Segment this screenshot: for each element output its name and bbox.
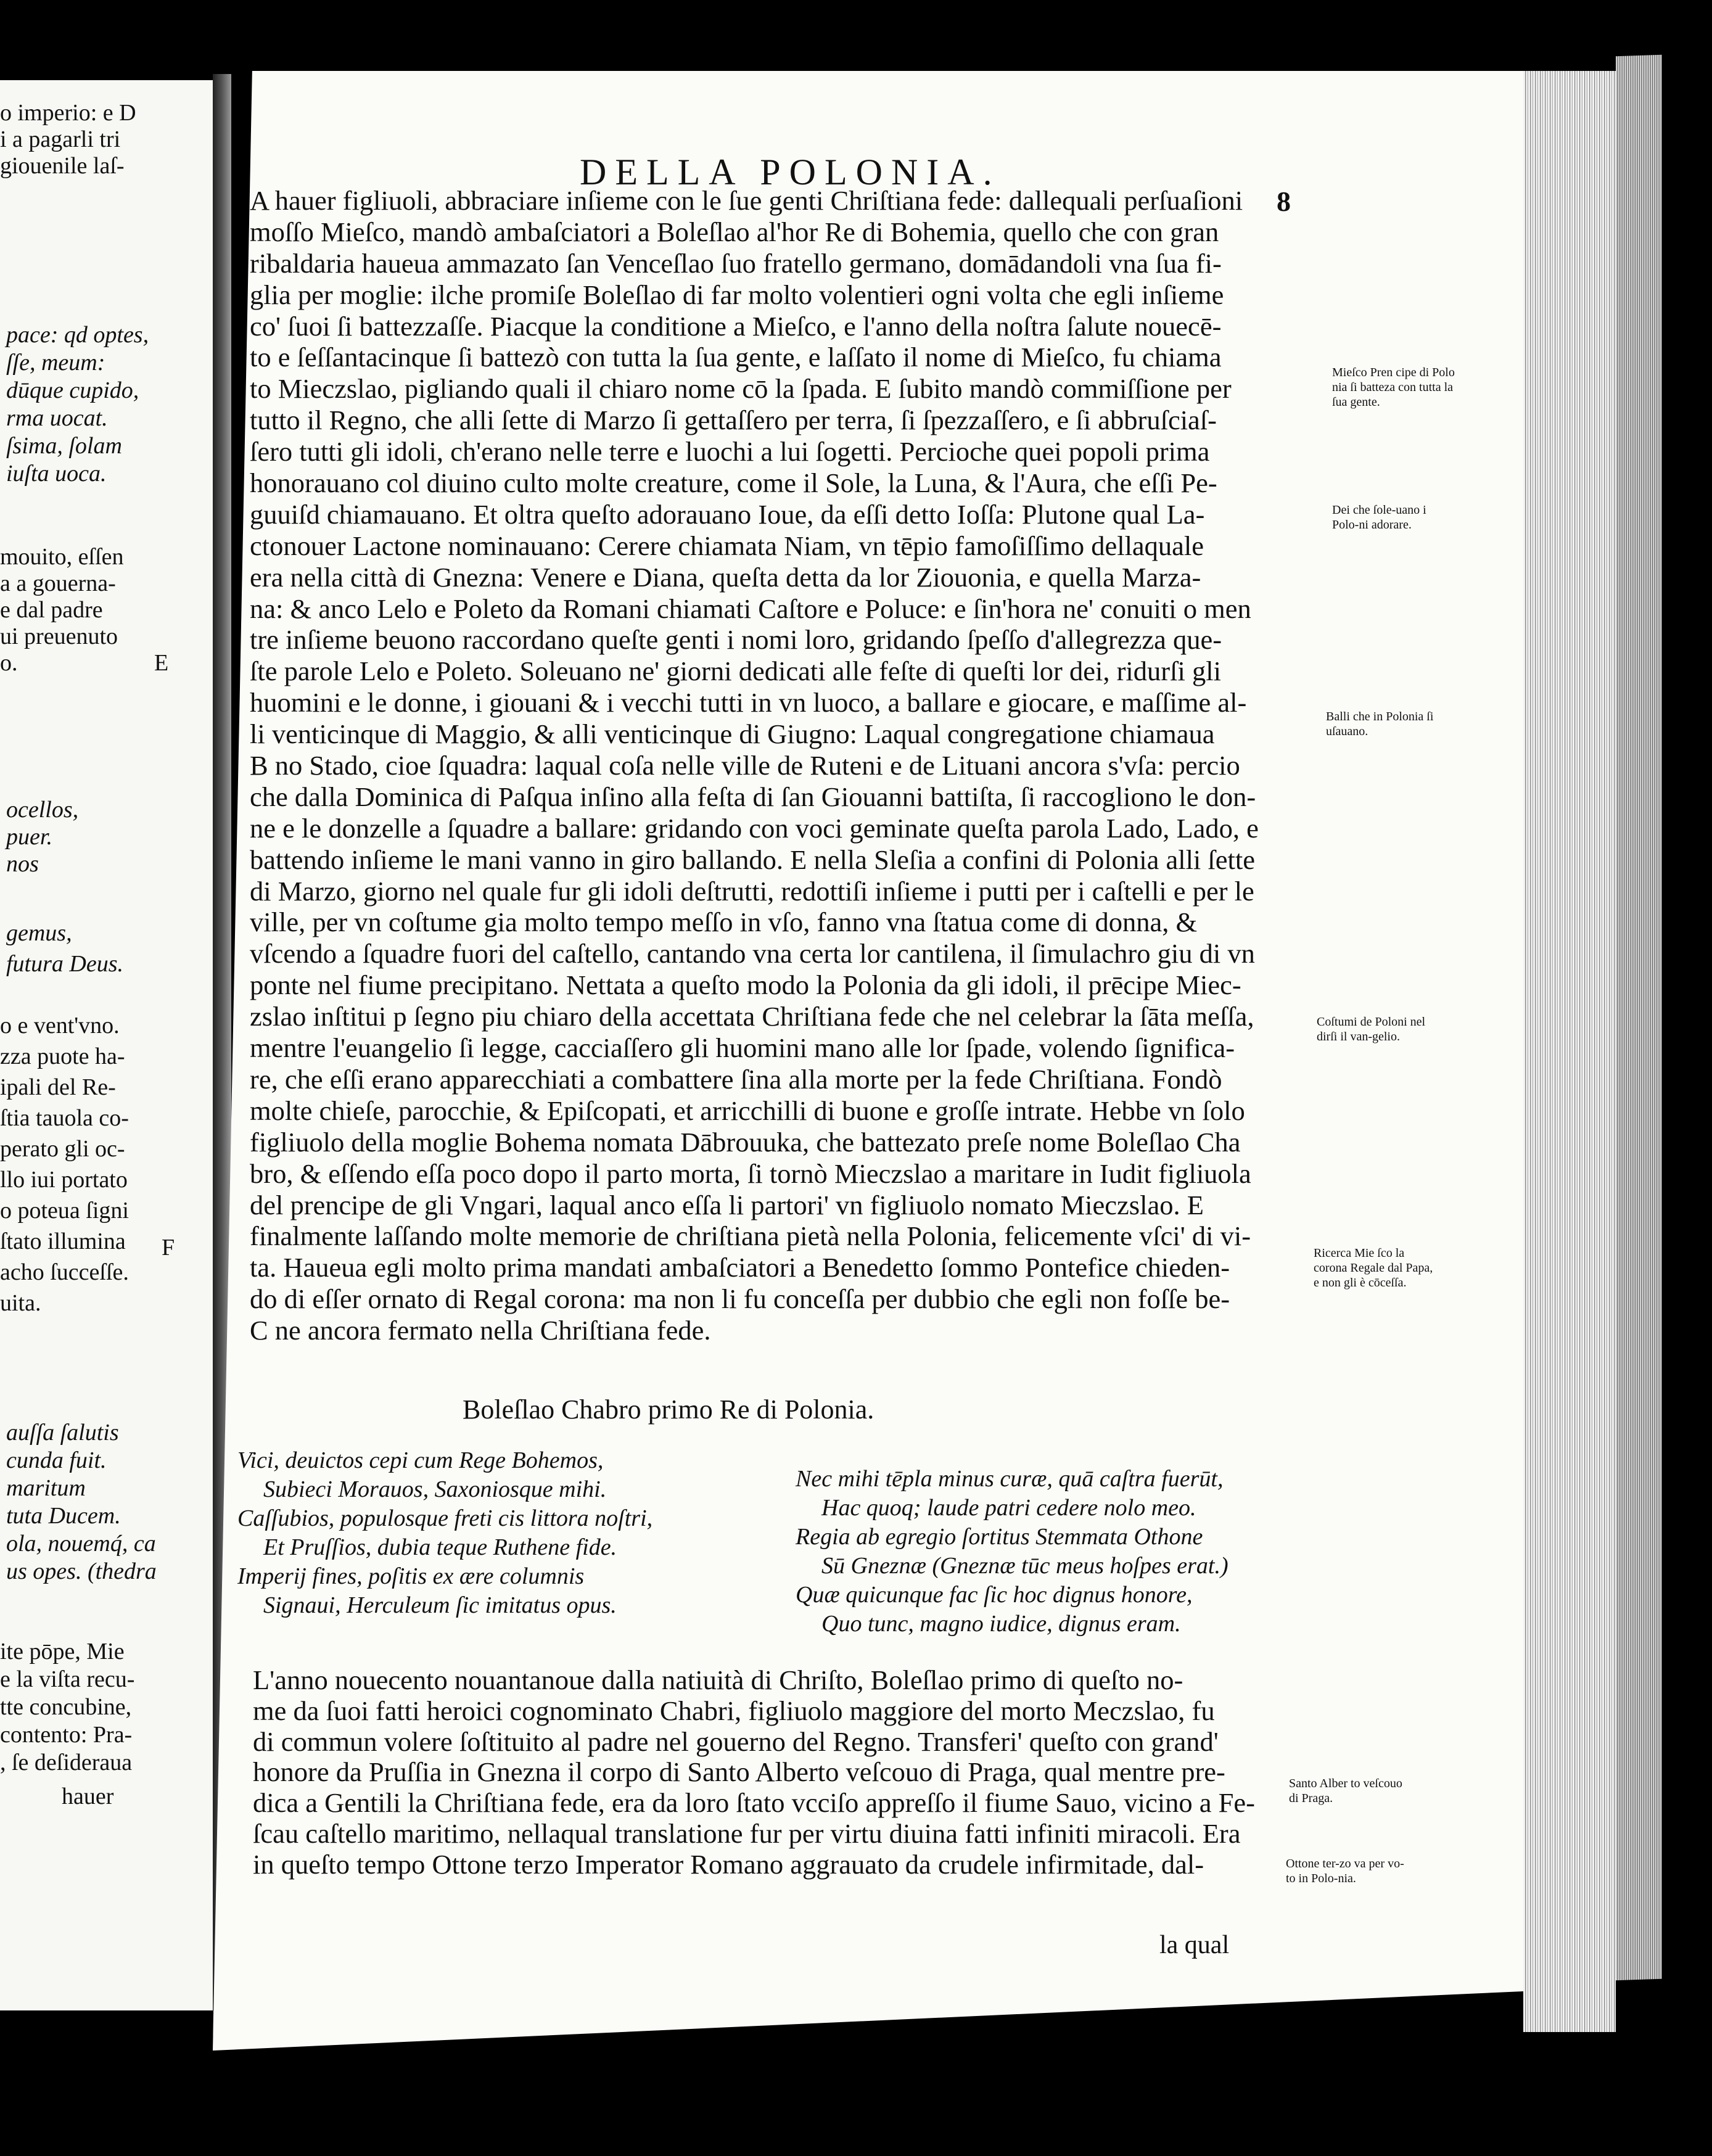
- left-page-fragment: gemus,: [6, 920, 72, 946]
- margin-note: Ricerca Mie ſco la corona Regale dal Papa, e non gli è cōceſſa.: [1314, 1246, 1433, 1290]
- left-page-fragment: perato gli oc-: [0, 1136, 125, 1162]
- text-line: molte chieſe, parocchie, & Epiſcopati, et arricchilli di buone e groſſe intrate. Hebbe vn ſolo: [250, 1095, 1245, 1126]
- running-header: DELLA POLONIA.: [580, 152, 1001, 192]
- left-page-fragment: o imperio: e D: [0, 100, 136, 126]
- body-text-2: [253, 1665, 1270, 1880]
- left-page-fragment: hauer: [62, 1784, 114, 1809]
- left-page-letter-mark: E: [154, 650, 169, 676]
- left-page-fragment: contento: Pra-: [0, 1722, 133, 1748]
- text-line: ſero tutti gli idoli, ch'erano nelle terre e luochi a lui ſogetti. Percioche quei popoli prima: [250, 436, 1210, 467]
- left-page-fragment: mouito, eſſen: [0, 544, 124, 570]
- left-page-fragment: ſſe, meum:: [6, 350, 105, 376]
- text-line: do di eſſer ornato di Regal corona: ma non li fu conceſſa per dubbio che egli non foſſe be-: [250, 1283, 1230, 1315]
- text-line: in queſto tempo Ottone terzo Imperator Romano aggrauato da crudele infirmitade, dal-: [253, 1849, 1204, 1880]
- left-page-fragment: auſſa ſalutis: [6, 1420, 119, 1446]
- text-line: che dalla Dominica di Paſqua inſino alla feſta di ſan Giouanni battiſta, ſi raccogliono le don-: [250, 781, 1256, 812]
- margin-note: Mieſco Pren cipe di Polo nia ſi batteza con tutta la ſua gente.: [1332, 366, 1455, 409]
- text-line: honorauano col diuino culto molte creature, come il Sole, la Luna, & l'Aura, che eſſi Pe-: [250, 467, 1217, 499]
- verse-line: Imperij fines, poſitis ex ære columnis: [237, 1563, 585, 1589]
- text-line: ponte nel fiume precipitano. Nettata a queſto modo la Polonia da gli idoli, il prēcipe Miec-: [250, 969, 1241, 1001]
- text-line: C ne ancora fermato nella Chriſtiana fede.: [250, 1315, 711, 1346]
- left-page-fragment: ſtato illumina: [0, 1228, 126, 1254]
- margin-note: Dei che ſole-uano i Polo-ni adorare.: [1332, 503, 1426, 532]
- verse-line: Caſſubios, populosque freti cis littora noſtri,: [237, 1505, 653, 1531]
- text-line: era nella città di Gnezna: Venere e Diana, queſta detta da lor Ziouonia, e quella Marza-: [250, 561, 1201, 593]
- text-line: ribaldaria haueua ammazato ſan Venceſlao ſuo fratello germano, domādandoli vna ſua fi-: [250, 247, 1222, 279]
- text-line: ſte parole Lelo e Poleto. Soleuano ne' giorni dedicati alle feſte di queſti lor dei, ridurſi gli: [250, 656, 1221, 687]
- text-line: L'anno nouecento nouantanoue dalla natiuità di Chriſto, Boleſlao primo di queſto no-: [253, 1665, 1183, 1695]
- left-page-fragment: ocellos,: [6, 797, 79, 823]
- text-line: ta. Haueua egli molto prima mandati ambaſciatori a Benedetto ſommo Pontefice chieden-: [250, 1252, 1230, 1283]
- text-line: to e ſeſſantacinque ſi battezò con tutta la ſua gente, e laſſato il nome di Mieſco, fu chiama: [250, 342, 1222, 373]
- left-page-fragment: llo iui portato: [0, 1167, 128, 1193]
- text-line: na: & anco Lelo e Poleto da Romani chiamati Caſtore e Poluce: e ſin'hora ne' conuiti o men: [250, 593, 1251, 624]
- text-line: ſcau caſtello maritimo, nellaqual translatione fur per virtu diuina fatti infiniti miracoli. Era: [253, 1818, 1241, 1849]
- text-line: figliuolo della moglie Bohema nomata Dābrouuka, che battezato preſe nome Boleſlao Cha: [250, 1126, 1241, 1158]
- text-line: B no Stado, cioe ſquadra: laqual coſa nelle ville de Ruteni e de Lituani ancora s'vſa: percio: [250, 750, 1240, 781]
- body-text: [250, 185, 1314, 1346]
- text-line: ne e le donzelle a ſquadre a ballare: gridando con voci geminate queſta parola Lado, Lado, e: [250, 812, 1259, 844]
- left-page-fragment: o.: [0, 650, 18, 676]
- left-page-fragment: a a gouerna-: [0, 570, 116, 596]
- text-line: vſcendo a ſquadre fuori del caſtello, cantando vna certa lor cantilena, il ſimulachro giu di vn: [250, 938, 1255, 969]
- left-page-fragment: o e vent'vno.: [0, 1013, 120, 1039]
- text-line: moſſo Mieſco, mandò ambaſciatori a Boleſlao al'hor Re di Bohemia, quello che con gran: [250, 216, 1219, 247]
- left-page-fragment: ſsima, ſolam: [6, 433, 122, 459]
- verse-left: [237, 1446, 652, 1620]
- left-page-fragment: rma uocat.: [6, 405, 108, 431]
- left-page: [0, 80, 213, 2010]
- left-page-fragment: i a pagarli tri: [0, 126, 121, 152]
- left-page-fragment: ola, nouemq́, ca: [6, 1531, 156, 1557]
- verse-line: Subieci Morauos, Saxoniosque mihi.: [263, 1476, 607, 1502]
- verse-line: Quo tunc, magno iudice, dignus eram.: [821, 1611, 1181, 1637]
- text-line: huomini e le donne, i giouani & i vecchi tutti in vn luoco, a ballare e giocare, e maſſime al-: [250, 687, 1247, 718]
- left-page-fragment: cunda fuit.: [6, 1447, 107, 1473]
- left-page-fragment: puer.: [6, 824, 52, 850]
- text-line: del prencipe de gli Vngari, laqual anco eſſa li partori' vn figliuolo nomato Mieczslao. E: [250, 1189, 1204, 1220]
- margin-note: Ottone ter-zo va per vo-to in Polo-nia.: [1286, 1857, 1404, 1885]
- text-line: glia per moglie: ilche promiſe Boleſlao di far molto volentieri ogni volta che egli inſieme: [250, 279, 1224, 310]
- left-page-fragment: tuta Ducem.: [6, 1503, 121, 1529]
- left-page-fragment: ite pōpe, Mie: [0, 1639, 125, 1664]
- verse-line: Vici, deuictos cepi cum Rege Bohemos,: [237, 1447, 604, 1473]
- left-page-fragment: iuſta uoca.: [6, 461, 107, 487]
- folio-number: 8: [1277, 186, 1291, 217]
- verse-line: Nec mihi tēpla minus curæ, quā caſtra fuerūt,: [796, 1466, 1224, 1492]
- text-line: honore da Pruſſia in Gnezna il corpo di Santo Alberto veſcouo di Praga, qual mentre pre-: [253, 1757, 1225, 1788]
- text-line: dica a Gentili la Chriſtiana fede, era da loro ſtato vcciſo appreſſo il fiume Sauo, vicino a Fe-: [253, 1788, 1255, 1819]
- text-line: li venticinque di Maggio, & alli venticinque di Giugno: Laqual congregatione chiamaua: [250, 718, 1215, 750]
- margin-note: Santo Alber to veſcouo di Praga.: [1289, 1777, 1402, 1805]
- left-page-fragment: maritum: [6, 1475, 86, 1501]
- left-page-fragment: tte concubine,: [0, 1694, 132, 1720]
- left-page-fragment: pace: qd optes,: [6, 322, 149, 348]
- text-line: mentre l'euangelio ſi legge, cacciaſſero gli huomini mano alle lor ſpade, volendo ſignifica-: [250, 1032, 1235, 1064]
- left-page-fragment: ſtia tauola co-: [0, 1105, 129, 1131]
- left-page-fragment: us opes. (thedra: [6, 1558, 157, 1584]
- text-line: guuiſd chiamauano. Et oltra queſto adorauano Ioue, da eſſi detto Ioſſa: Plutone qual La-: [250, 498, 1205, 530]
- section-heading: Boleſlao Chabro primo Re di Polonia.: [463, 1394, 875, 1425]
- verse-right: [796, 1465, 1228, 1639]
- verse-line: Signaui, Herculeum ſic imitatus opus.: [263, 1592, 617, 1618]
- text-line: tutto il Regno, che alli ſette di Marzo ſi gettaſſero per terra, ſi ſpezzaſſero, e ſi abbruſciaſ-: [250, 405, 1217, 436]
- text-line: ctonouer Lactone nominauano: Cerere chiamata Niam, vn tēpio famoſiſſimo dellaquale: [250, 530, 1204, 561]
- text-line: re, che eſſi erano apparecchiati a combattere ſina alla morte per la fede Chriſtiana. Fondò: [250, 1063, 1222, 1095]
- verse-line: Hac quoq; laude patri cedere nolo meo.: [821, 1495, 1196, 1521]
- left-page-fragment: ui preuenuto: [0, 623, 118, 649]
- page-edges-outer: [1616, 55, 1662, 1981]
- verse-line: Et Pruſſios, dubia teque Ruthene fide.: [263, 1534, 617, 1560]
- text-line: to Mieczslao, pigliando quali il chiaro nome cō la ſpada. E ſubito mandò commiſſione per: [250, 373, 1232, 405]
- verse-line: Quæ quicunque fac ſic hoc dignus honore,: [796, 1582, 1193, 1608]
- verse-line: Regia ab egregio ſortitus Stemmata Othone: [796, 1524, 1203, 1550]
- left-page-fragment: e la viſta recu-: [0, 1666, 135, 1692]
- text-line: di Marzo, giorno nel quale fur gli idoli deſtrutti, redottiſi inſieme i putti per i caſtelli e per le: [250, 875, 1254, 907]
- margin-note: Balli che in Polonia ſi uſauano.: [1326, 710, 1434, 738]
- catchword: la qual: [1159, 1931, 1230, 1959]
- text-line: ville, per vn coſtume gia molto tempo meſſo in vſo, fanno vna ſtatua come di donna, &: [250, 907, 1198, 938]
- text-line: bro, & eſſendo eſſa poco dopo il parto morta, ſi tornò Mieczslao a maritare in Iudit figliuola: [250, 1158, 1251, 1189]
- left-page-fragment: acho ſucceſſe.: [0, 1259, 129, 1285]
- left-page-letter-mark: F: [162, 1235, 175, 1261]
- left-page-fragment: , ſe deſideraua: [0, 1750, 133, 1775]
- left-page-fragment: futura Deus.: [6, 951, 123, 977]
- text-line: di commun volere ſoſtituito al padre nel gouerno del Regno. Transferi' queſto con grand': [253, 1726, 1219, 1757]
- left-page-fragment: uita.: [0, 1290, 41, 1316]
- left-page-fragment: dūque cupido,: [6, 377, 139, 403]
- text-line: tre inſieme beuono raccordano queſte genti i nomi loro, gridando ſpeſſo d'allegrezza que-: [250, 624, 1222, 656]
- text-line: zslao inſtitui p ſegno piu chiaro della accettata Chriſtiana fede che nel celebrar la ſāta meſſa,: [250, 1001, 1254, 1032]
- verse-line: Sū Gneznæ (Gneznæ tūc meus hoſpes erat.): [821, 1553, 1228, 1579]
- text-line: battendo inſieme le mani vanno in giro ballando. E nella Sleſia a confini di Polonia alli ſette: [250, 844, 1256, 875]
- margin-note: Coſtumi de Poloni nel dirſi il van-gelio.: [1317, 1015, 1426, 1043]
- page-edges: [1523, 71, 1616, 2032]
- left-page-fragment: zza puote ha-: [0, 1043, 125, 1069]
- left-page-fragment: giouenile laſ-: [0, 153, 125, 179]
- left-page-fragment: e dal padre: [0, 597, 103, 623]
- left-page-fragment: ipali del Re-: [0, 1074, 116, 1100]
- text-line: co' ſuoi ſi battezzaſſe. Piacque la conditione a Mieſco, e l'anno della noſtra ſalute nouecē-: [250, 310, 1222, 342]
- left-page-fragment: nos: [6, 851, 39, 877]
- text-line: me da ſuoi fatti heroici cognominato Chabri, figliuolo maggiore del morto Meczslao, fu: [253, 1695, 1215, 1726]
- left-page-fragment: o poteua ſigni: [0, 1198, 129, 1224]
- text-line: A hauer figliuoli, abbraciare inſieme con le ſue genti Chriſtiana fede: dallequali perſuaſioni: [250, 185, 1243, 216]
- text-line: finalmente laſſando molte memorie de chriſtiana pietà nella Polonia, felicemente vſci' di vi-: [250, 1220, 1251, 1252]
